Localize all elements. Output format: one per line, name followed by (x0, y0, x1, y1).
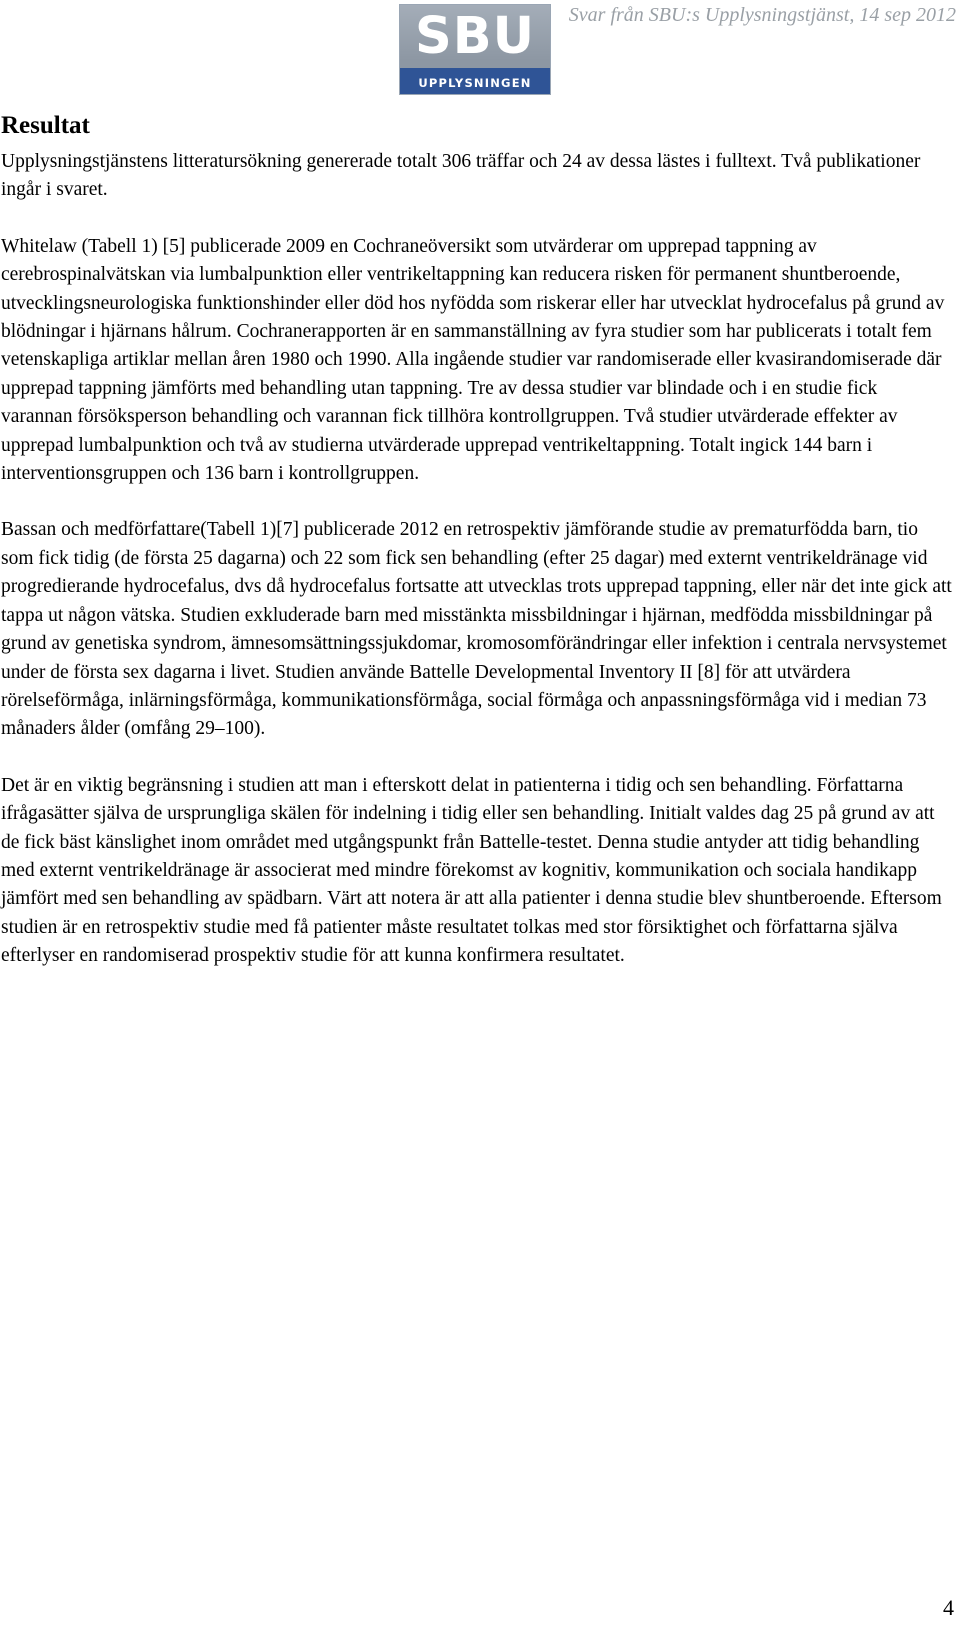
paragraph-search-summary: Upplysningstjänstens litteratursökning genererade totalt 306 träffar och 24 av dessa lästes i fulltext. Två publikationer ingår i svaret. (1, 151, 921, 201)
paragraph-whitelaw: Whitelaw (Tabell 1) [5] publicerade 2009 en Cochraneöversikt som utvärderar om upprepad tappning av cerebrospinalvätskan via lumbalpunktion eller ventrikeltappning kan reducera risken för permanent shuntberoende, utvecklingsneurologiska funktionshinder eller död hos nyfödda som riskerar eller har utvecklat hydrocefalus på grund av blödningar i hjärnans hålrum. Cochranerapporten är en sammanställning av fyra studier som har publicerats i totalt fem vetenskapliga artiklar mellan åren 1980 och 1990. Alla ingående studier var randomiserade eller kvasirandomiserade där upprepad tappning jämförts med behandling utan tappning. Tre av dessa studier var blindade och i en studie fick varannan försöksperson behandling och varannan fick tillhöra kontrollgruppen. Två studier utvärderade effekter av upprepad lumbalpunktion och två av studierna utvärderade upprepad ventrikeltappning. Totalt ingick 144 barn i interventionsgruppen och 136 barn i kontrollgruppen. (1, 235, 945, 485)
section-heading: Resultat (1, 112, 90, 139)
header-note: Svar från SBU:s Upplysningstjänst, 14 sep 2012 (568, 4, 956, 26)
logo-subtitle: UPPLYSNINGEN (418, 76, 532, 90)
document-body (1, 108, 953, 999)
paragraph-bassan: Bassan och medförfattare(Tabell 1)[7] publicerade 2012 en retrospektiv jämförande studie av prematurfödda barn, tio som fick tidig (de första 25 dagarna) och 22 som fick sen behandling (efter 25 dagar) med externt ventrikeldränage vid progredierande hydrocefalus, dvs då hydrocefalus fortsatte att utvecklas trots upprepad tappning, eller när det inte gick att tappa ut någon vätska. Studien exkluderade barn med misstänkta missbildningar i hjärnan, medfödda missbildningar på grund av genetiska syndrom, ämnesomsättningssjukdomar, kromosomförändringar eller infektion i centrala nervsystemet under de första sex dagarna i livet. Studien använde Battelle Developmental Inventory II [8] för att utvärdera rörelseförmåga, inlärningsförmåga, kommunikationsförmåga, social förmåga och anpassningsförmåga vid i median 73 månaders ålder (omfång 29–100). (1, 519, 952, 740)
page-header (0, 0, 960, 100)
page-number: 4 (943, 1595, 954, 1620)
paragraph-limitations: Det är en viktig begränsning i studien att man i efterskott delat in patienterna i tidig och sen behandling. Författarna ifrågasätter själva de ursprungliga skälen för indelning i tidig eller sen behandling. Initialt valdes dag 25 på grund av att de fick bäst känslighet inom området med utgångspunkt från Battelle-testet. Denna studie antyder att tidig behandling med externt ventrikeldränage är associerat med mindre förekomst av kognitiv, kommunikation och sociala handikapp jämfört med sen behandling av spädbarn. Värt att notera är att alla patienter i denna studie blev shuntberoende. Eftersom studien är en retrospektiv studie med få patienter måste resultatet tolkas med stor försiktighet och författarna själva efterlyser en randomiserad prospektiv studie för att kunna konfirmera resultatet. (1, 774, 942, 967)
logo-text: SBU (414, 7, 536, 66)
sbu-logo (399, 4, 551, 95)
